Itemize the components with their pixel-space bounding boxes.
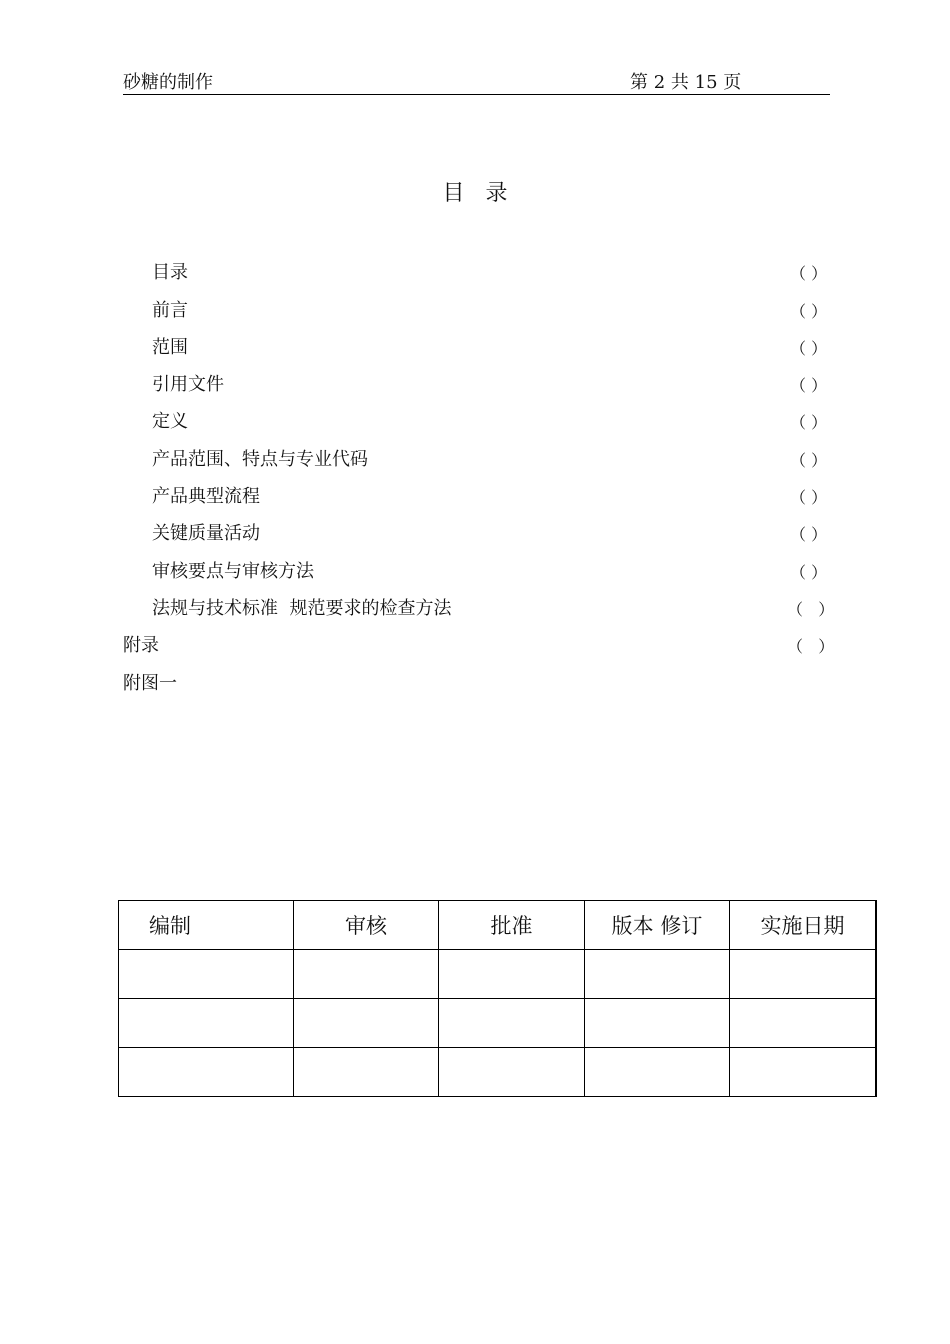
table-cell[interactable]: [585, 999, 730, 1048]
toc-item-page: （ ）: [790, 376, 828, 395]
toc-item-label[interactable]: 产品典型流程: [152, 486, 260, 507]
table-cell[interactable]: [585, 950, 730, 999]
toc-item-label[interactable]: 产品范围、特点与专业代码: [152, 449, 368, 470]
toc-item-page: （ ）: [787, 600, 835, 619]
table-cell[interactable]: [294, 950, 439, 999]
table-cell[interactable]: [294, 1048, 439, 1097]
toc-item-label[interactable]: 目录: [152, 262, 188, 283]
toc-item-page: （ ）: [790, 264, 828, 283]
toc-item-page: （ ）: [790, 413, 828, 432]
toc-item-label[interactable]: 定义: [152, 411, 188, 432]
table-row: [119, 999, 877, 1048]
toc-item-page: （ ）: [790, 488, 828, 507]
document-title: 砂糖的制作: [123, 72, 213, 93]
toc-item-page: （ ）: [790, 525, 828, 544]
table-cell[interactable]: [294, 999, 439, 1048]
column-header-approved-by: 批准: [439, 901, 585, 950]
table-row: [119, 950, 877, 999]
toc-item-page: （ ）: [787, 637, 835, 656]
toc-item-page: （ ）: [790, 563, 828, 582]
toc-item-label[interactable]: 范围: [152, 337, 188, 358]
toc-item-label[interactable]: 前言: [152, 300, 188, 321]
signoff-table: [118, 900, 877, 1097]
table-cell[interactable]: [119, 950, 294, 999]
table-cell[interactable]: [439, 1048, 585, 1097]
toc-item-page: （ ）: [790, 339, 828, 358]
column-header-version-revision: 版本 修订: [585, 901, 730, 950]
table-cell[interactable]: [730, 950, 877, 999]
table-cell[interactable]: [439, 999, 585, 1048]
page-header: [123, 66, 830, 95]
toc-item-label[interactable]: 法规与技术标准 规范要求的检查方法: [152, 598, 452, 619]
table-row: [119, 1048, 877, 1097]
column-header-compiled-by: 编制: [119, 901, 294, 950]
toc-item-label[interactable]: 审核要点与审核方法: [152, 561, 314, 582]
toc-item-label[interactable]: 附图一: [123, 673, 177, 694]
table-cell[interactable]: [585, 1048, 730, 1097]
page-number-info: 第 2 共 15 页: [630, 72, 742, 93]
table-cell[interactable]: [439, 950, 585, 999]
toc-item-label[interactable]: 关键质量活动: [152, 523, 260, 544]
table-cell[interactable]: [730, 1048, 877, 1097]
toc-item-page: （ ）: [790, 302, 828, 321]
column-header-reviewed-by: 审核: [294, 901, 439, 950]
toc-heading: 目 录: [442, 181, 508, 206]
table-cell[interactable]: [119, 999, 294, 1048]
toc-item-label[interactable]: 引用文件: [152, 374, 224, 395]
column-header-effective-date: 实施日期: [730, 901, 877, 950]
toc-item-label[interactable]: 附录: [123, 635, 159, 656]
table-cell[interactable]: [730, 999, 877, 1048]
toc-item-page: （ ）: [790, 451, 828, 470]
table-cell[interactable]: [119, 1048, 294, 1097]
table-header-row: [119, 901, 877, 950]
